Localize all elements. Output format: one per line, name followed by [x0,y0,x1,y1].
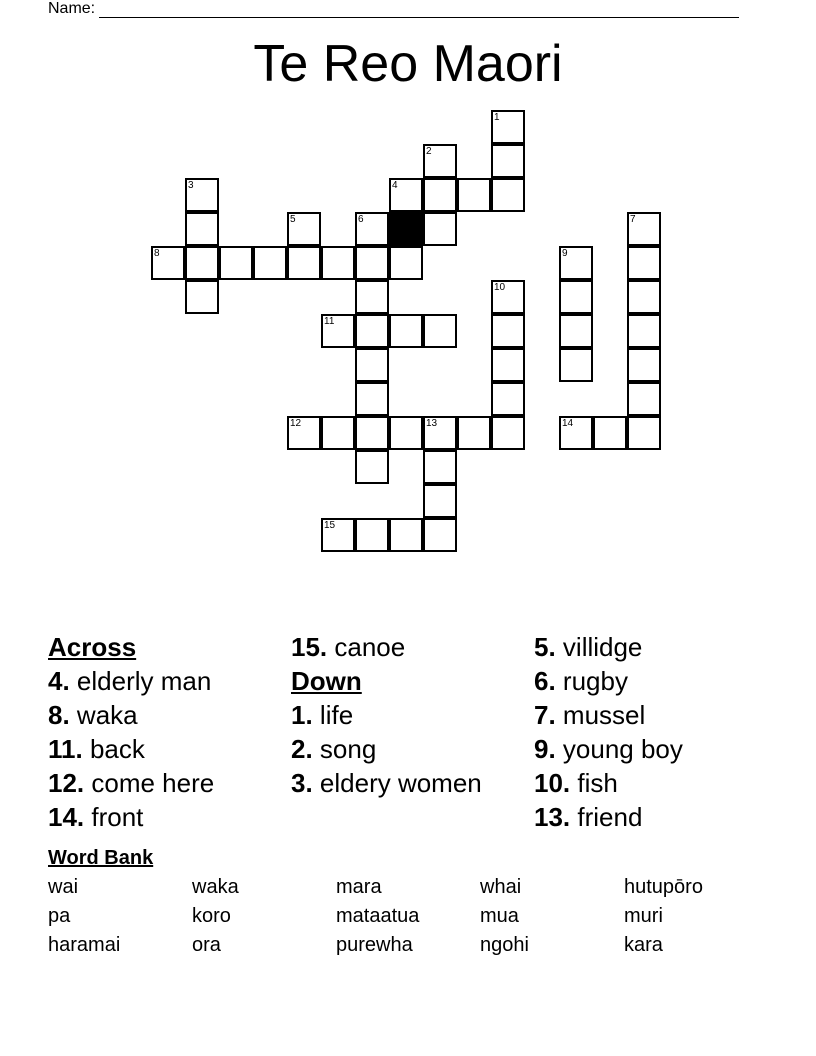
grid-cell[interactable] [423,518,457,552]
grid-cell[interactable] [491,348,525,382]
clue-text: young boy [555,734,683,764]
clue-number: 8. [48,700,70,730]
clue-item [534,664,774,698]
clue-item [48,698,288,732]
grid-cell[interactable] [457,416,491,450]
grid-cell[interactable] [321,314,355,348]
grid-cell[interactable] [185,280,219,314]
grid-cell[interactable] [287,416,321,450]
grid-cell[interactable] [491,416,525,450]
grid-cell[interactable] [627,416,661,450]
clue-number: 11 [324,316,335,327]
clue-number: 7 [630,214,636,225]
clue-number: 3. [291,768,313,798]
word-bank-item: whai [480,876,522,898]
word-bank-item: mara [336,876,382,898]
clue-number: 7. [534,700,556,730]
word-bank-item: ngohi [480,934,529,956]
clue-text: fish [570,768,618,798]
clue-number: 12 [290,418,302,429]
grid-cell[interactable] [423,144,457,178]
grid-cell[interactable] [185,246,219,280]
word-bank-item: waka [192,876,239,898]
grid-cell[interactable] [627,246,661,280]
word-bank-item: mua [480,905,519,927]
clue-text: waka [69,700,138,730]
grid-cell[interactable] [559,314,593,348]
grid-cell[interactable] [355,518,389,552]
clue-heading-down: Down [291,666,362,696]
grid-cell[interactable] [491,110,525,144]
clue-item [291,698,531,732]
clue-text: rugby [555,666,628,696]
word-bank-item: purewha [336,934,413,956]
word-bank-title: Word Bank [48,847,154,869]
clue-item [534,732,774,766]
clue-text: elderly man [69,666,212,696]
grid-cell[interactable] [389,314,423,348]
clue-column-3 [534,630,774,834]
clue-item [48,664,288,698]
grid-cell[interactable] [423,416,457,450]
grid-cell[interactable] [355,416,389,450]
grid-cell[interactable] [355,450,389,484]
grid-cell[interactable] [355,348,389,382]
grid-cell[interactable] [355,212,389,246]
word-bank-item: kara [624,934,663,956]
grid-cell[interactable] [423,450,457,484]
clue-text: canoe [327,632,406,662]
grid-cell[interactable] [287,212,321,246]
grid-cell[interactable] [321,416,355,450]
grid-cell[interactable] [559,280,593,314]
grid-cell[interactable] [457,178,491,212]
clue-item [534,698,774,732]
grid-cell[interactable] [355,246,389,280]
clue-number: 2 [426,146,432,157]
clue-heading-across: Across [48,632,137,662]
clue-number: 4. [48,666,70,696]
clue-number: 12. [48,768,85,798]
clue-text: back [82,734,145,764]
word-bank-item: koro [192,905,231,927]
word-bank-item: hutupōro [624,876,703,898]
grid-cell[interactable] [627,382,661,416]
clue-number: 5. [534,632,556,662]
clue-item [291,766,531,800]
clue-column-1 [48,630,288,834]
clue-item [291,630,531,664]
clue-text: friend [570,802,643,832]
grid-cell[interactable] [185,178,219,212]
grid-cell[interactable] [389,518,423,552]
word-bank-item: haramai [48,934,121,956]
clue-column-2 [291,630,531,800]
clue-number: 3 [188,180,194,191]
page-title: Te Reo Maori [253,35,563,93]
clue-number: 14. [48,802,85,832]
grid-cell[interactable] [491,178,525,212]
clue-text: mussel [555,700,646,730]
clue-item [291,732,531,766]
grid-cell[interactable] [389,178,423,212]
grid-cell[interactable] [321,246,355,280]
clue-number: 10 [494,282,506,293]
clue-text: come here [84,768,215,798]
grid-cell[interactable] [559,416,593,450]
grid-cell[interactable] [559,246,593,280]
word-bank-item: muri [624,905,663,927]
clue-text: villidge [555,632,643,662]
clue-number: 15. [291,632,328,662]
grid-cell[interactable] [253,246,287,280]
clue-number: 1 [494,112,500,123]
word-bank-item: pa [48,905,71,927]
grid-cell[interactable] [491,314,525,348]
grid-cell[interactable] [627,348,661,382]
grid-cell[interactable] [287,246,321,280]
grid-cell[interactable] [627,314,661,348]
clue-item [48,800,288,834]
clue-number: 15 [324,520,336,531]
grid-cell[interactable] [389,246,423,280]
clue-item [48,732,288,766]
word-bank-item: wai [48,876,79,898]
clue-text: life [312,700,354,730]
clue-number: 6. [534,666,556,696]
clue-text: front [84,802,144,832]
clue-text: eldery women [312,768,482,798]
clue-number: 14 [562,418,574,429]
clue-number: 9. [534,734,556,764]
grid-cell[interactable] [321,518,355,552]
clue-item [48,766,288,800]
clue-item [534,766,774,800]
clue-text: song [312,734,377,764]
clue-number: 11. [48,734,83,764]
grid-cell[interactable] [355,382,389,416]
clue-number: 13. [534,802,571,832]
grid-cell[interactable] [491,280,525,314]
grid-cell[interactable] [423,178,457,212]
clue-number: 1. [291,700,313,730]
clue-number: 6 [358,214,364,225]
grid-cell[interactable] [423,484,457,518]
grid-cell[interactable] [491,382,525,416]
grid-cell[interactable] [219,246,253,280]
grid-cell[interactable] [389,416,423,450]
clue-number: 13 [426,418,438,429]
word-bank-item: ora [192,934,221,956]
grid-cell[interactable] [355,314,389,348]
clue-number: 5 [290,214,296,225]
grid-block [389,212,423,246]
grid-cell[interactable] [185,212,219,246]
grid-cell[interactable] [423,212,457,246]
clue-number: 9 [562,248,568,259]
grid-cell[interactable] [355,280,389,314]
clue-number: 2. [291,734,313,764]
grid-cell[interactable] [627,212,661,246]
clue-number: 10. [534,768,571,798]
grid-cell[interactable] [491,144,525,178]
grid-cell[interactable] [423,314,457,348]
clue-number: 4 [392,180,398,191]
clue-number: 8 [154,248,160,259]
grid-cell[interactable] [559,348,593,382]
grid-cell[interactable] [593,416,627,450]
grid-cell[interactable] [151,246,185,280]
clue-item [534,630,774,664]
clue-item [534,800,774,834]
name-label: Name: [48,0,96,17]
grid-cell[interactable] [627,280,661,314]
word-bank-item: mataatua [336,905,420,927]
